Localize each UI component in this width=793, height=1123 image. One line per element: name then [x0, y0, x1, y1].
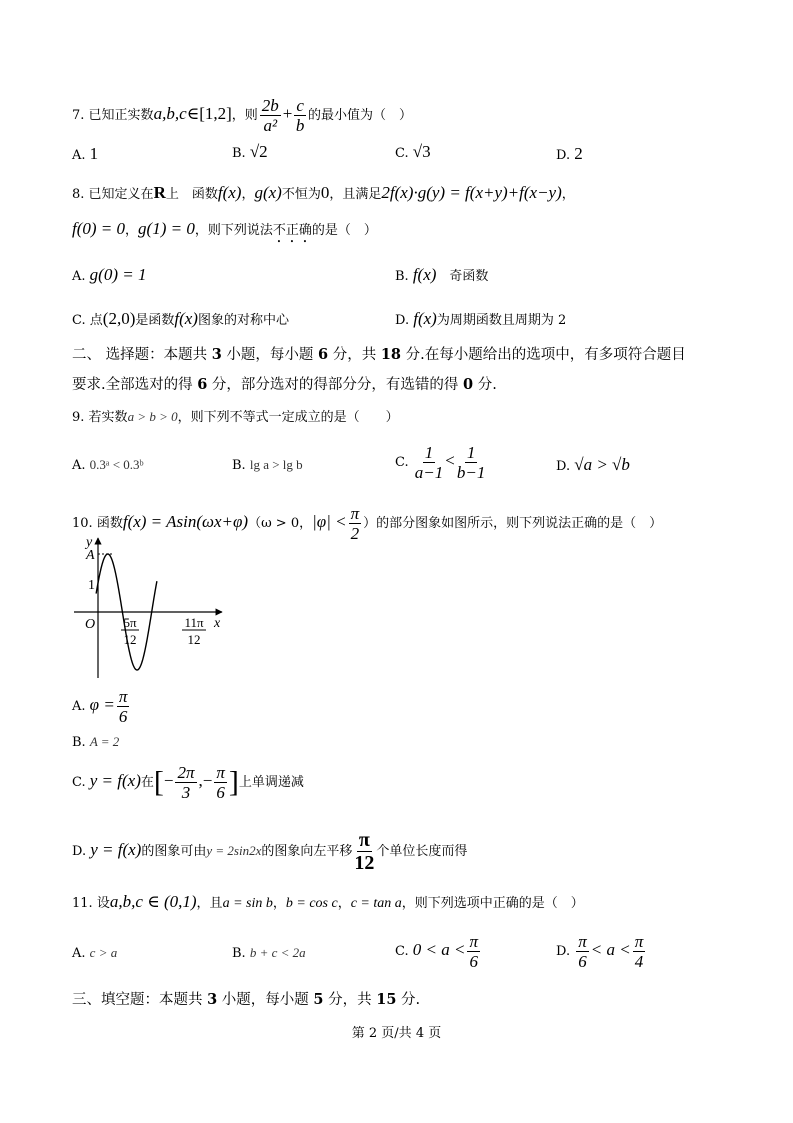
- fraction: $\frac{2b}{\text{a²}}$: [261, 96, 279, 135]
- q10-option-d[interactable]: D. y = f(x)的图象可由y = 2sin2x的图象向左平移 $\frac{\pi}{12}$ 个单位长度而得: [72, 829, 468, 874]
- q8-option-d[interactable]: D. f(x)为周期函数且周期为 2: [395, 309, 567, 328]
- question-9: 9. 若实数a > b > 0，则下列不等式一定成立的是（ ）: [72, 409, 399, 425]
- q10-option-a[interactable]: A. φ = $\frac{\pi}{6}$: [72, 687, 128, 726]
- origin-label: O: [85, 617, 96, 632]
- q8-option-a[interactable]: A. g(0) = 1: [72, 265, 147, 284]
- q8-option-c[interactable]: C. 点(2,0)是函数f(x)图象的对称中心: [72, 309, 289, 328]
- tick-11pi-12: 11π: [184, 615, 204, 630]
- section-3-heading: 三、填空题：本题共 3 小题，每小题 5 分，共 15 分.: [72, 991, 421, 1008]
- svg-text:12: 12: [123, 632, 137, 647]
- q10-option-b[interactable]: B. A = 2: [72, 734, 120, 750]
- question-7: 7. 已知正实数a,b,c∈[1,2]，则 $\frac{2b}{\text{a²}}$ + $\frac{c}{b}$ 的最小值为（ ）: [72, 96, 412, 135]
- q10-option-c[interactable]: C. y = f(x)在[− $\frac{2\pi}{3}$ ,− $\frac{\pi}{6}$ ]上单调递减: [72, 763, 304, 802]
- q9-option-d[interactable]: D. √a > √b: [556, 455, 630, 474]
- tick-5pi-12: 5π: [123, 615, 137, 630]
- one-label: 1: [88, 578, 95, 593]
- question-11: 11. 设a,b,c ∈ (0,1)，且a = sin b，b = cos c，c = tan a，则下列选项中正确的是（ ）: [72, 892, 584, 911]
- q7-option-c[interactable]: C. √3: [395, 142, 431, 161]
- q11-option-d[interactable]: D. $\frac{\pi}{6}$ < a < $\frac{\pi}{4}$: [556, 932, 644, 971]
- a-label: A: [86, 548, 95, 563]
- q9-option-a[interactable]: A. 0.3ᵃ < 0.3ᵇ: [72, 457, 144, 473]
- y-label: y: [86, 535, 93, 550]
- q11-option-b[interactable]: B. b + c < 2a: [232, 945, 306, 961]
- q7-option-a[interactable]: A. 1: [72, 144, 99, 163]
- q8-option-b[interactable]: B. f(x) 奇函数: [395, 265, 489, 284]
- section-2-heading-line-2: 要求.全部选对的得 6 分，部分选对的得部分分，有选错的得 0 分.: [72, 376, 497, 393]
- question-10: 10. 函数f(x) = Asin(ωx+φ)（ω > 0，|φ| < $\frac{\pi}{2}$ ）的部分图象如图所示，则下列说法正确的是（ ）: [72, 504, 663, 543]
- question-8-line-2: f(0) = 0，g(1) = 0，则下列说法不正确的是（ ）: [72, 219, 377, 238]
- q7-option-b[interactable]: B. √2: [232, 142, 268, 161]
- question-8-line-1: 8. 已知定义在R上 函数f(x)，g(x)不恒为0，且满足2f(x)·g(y) = f(x+y)+f(x−y)，: [72, 183, 575, 202]
- emphasis-text: 不正确: [272, 223, 312, 238]
- q7-option-d[interactable]: D. 2: [556, 144, 583, 163]
- fraction: $\frac{c}{b}$: [295, 96, 305, 135]
- section-2-heading: 二、 选择题：本题共 3 小题，每小题 6 分，共 18 分.在每小题给出的选项中，有多项符合题目: [72, 346, 686, 363]
- q9-option-b[interactable]: B. lg a > lg b: [232, 457, 303, 473]
- q9-option-c[interactable]: C. $\frac{1}{a-1}$ < $\frac{1}{b-1}$: [395, 443, 486, 482]
- page-footer: 第 2 页/共 4 页: [351, 1026, 442, 1041]
- x-label: x: [214, 616, 221, 631]
- q11-option-a[interactable]: A. c > a: [72, 945, 118, 961]
- q11-option-c[interactable]: C. 0 < a < $\frac{\pi}{6}$: [395, 932, 478, 971]
- svg-text:12: 12: [187, 632, 201, 647]
- sine-graph: [70, 532, 230, 682]
